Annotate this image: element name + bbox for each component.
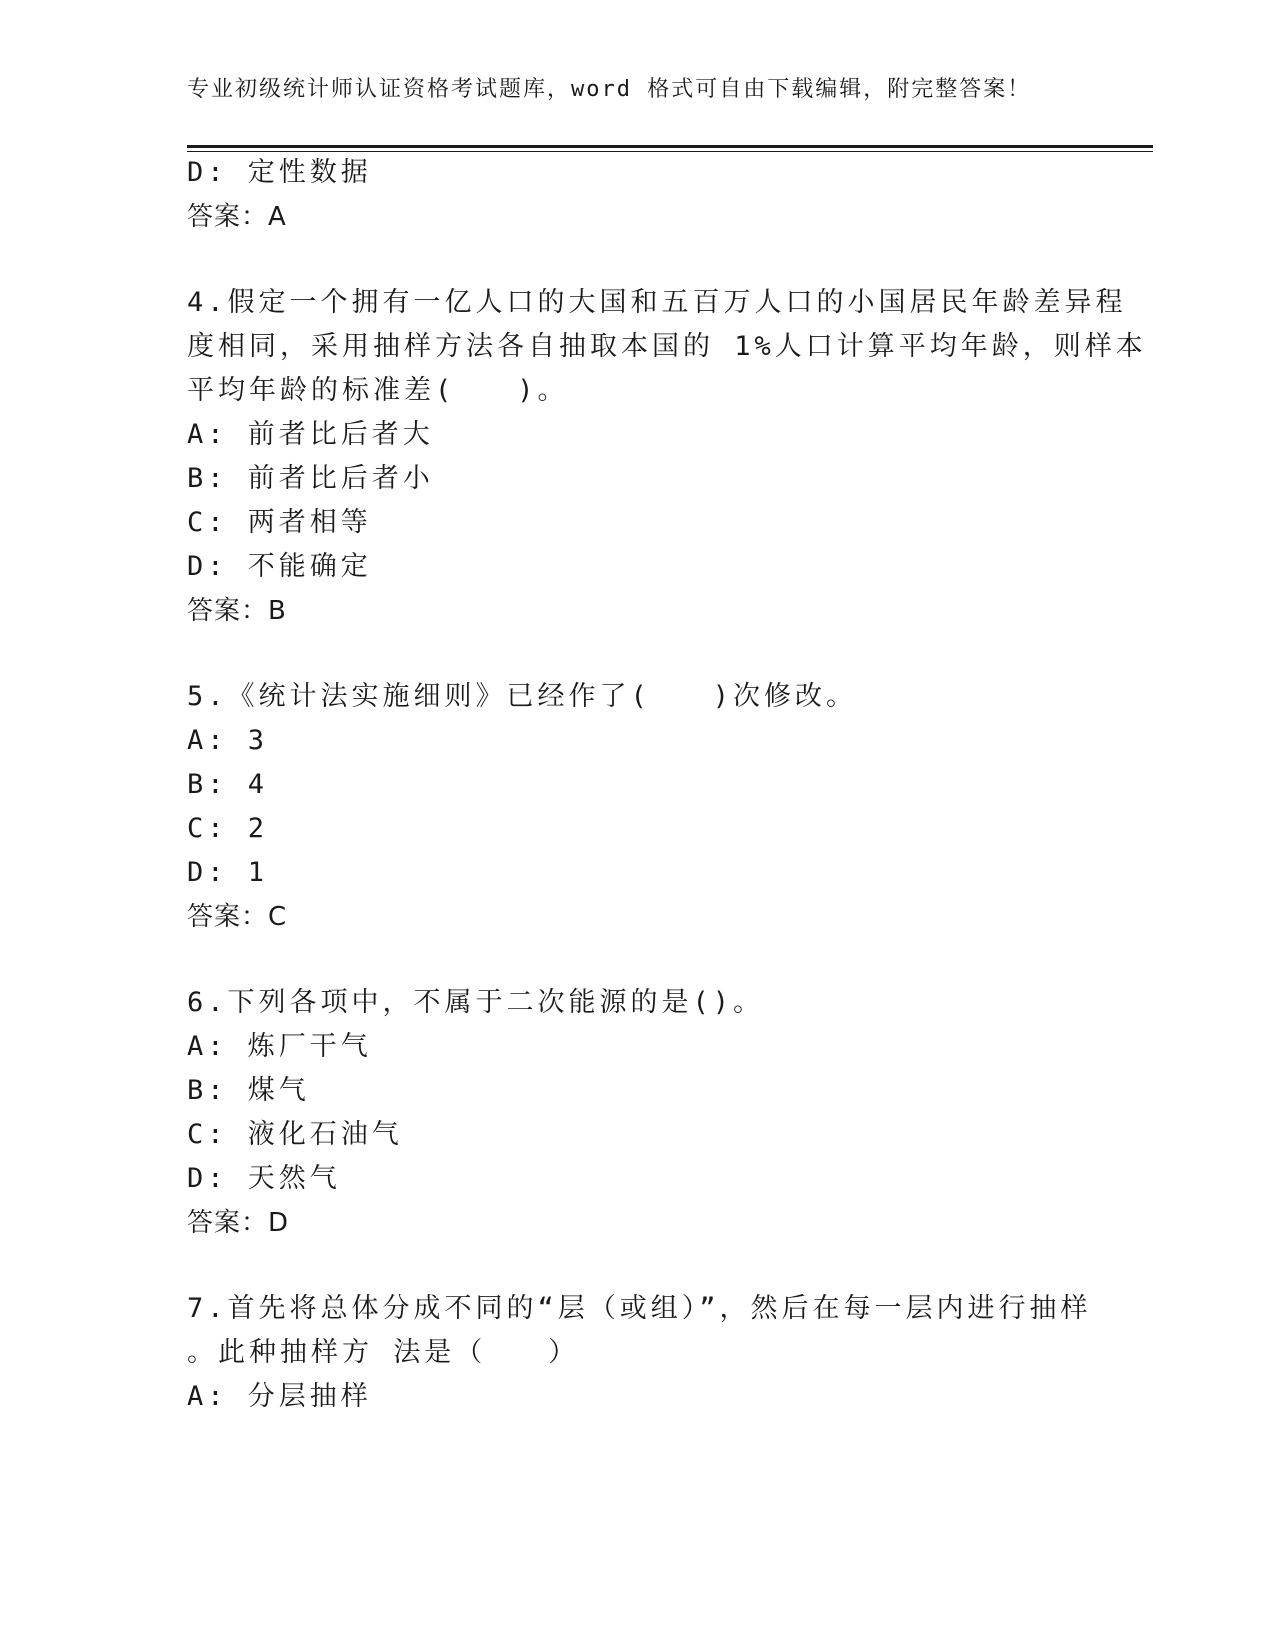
q4-option-b: B: 前者比后者小 xyxy=(187,463,434,494)
q6-option-c: C: 液化石油气 xyxy=(187,1119,403,1150)
q7-option-a: A: 分层抽样 xyxy=(187,1381,372,1412)
q7-text-line-1: 7.首先将总体分成不同的“层（或组）”，然后在每一层内进行抽样 xyxy=(187,1293,1092,1324)
q4-option-d: D: 不能确定 xyxy=(187,551,372,582)
q5-text-line-1: 5.《统计法实施细则》已经作了( )次修改。 xyxy=(187,681,858,712)
q5-option-b: B: 4 xyxy=(187,769,269,800)
q4-text-line-3: 平均年龄的标准差( )。 xyxy=(187,375,569,406)
q4-option-a: A: 前者比后者大 xyxy=(187,419,434,450)
q5-option-d: D: 1 xyxy=(187,857,269,888)
q4-answer: 答案：B xyxy=(187,596,287,626)
q5-option-a: A: 3 xyxy=(187,725,269,756)
q5-answer: 答案：C xyxy=(187,902,288,932)
prev-answer: 答案：A xyxy=(187,202,287,232)
q6-text-line-1: 6.下列各项中，不属于二次能源的是()。 xyxy=(187,987,765,1018)
page-header: 专业初级统计师认证资格考试题库，word 格式可自由下载编辑，附完整答案！ xyxy=(187,77,1032,102)
q4-text-line-2: 度相同，采用抽样方法各自抽取本国的 1%人口计算平均年龄，则样本 xyxy=(187,331,1147,362)
q5-option-c: C: 2 xyxy=(187,813,269,844)
q6-option-b: B: 煤气 xyxy=(187,1075,310,1106)
q4-text-line-1: 4.假定一个拥有一亿人口的大国和五百万人口的小国居民年龄差异程 xyxy=(187,287,1127,318)
q6-answer: 答案：D xyxy=(187,1208,290,1238)
q4-option-c: C: 两者相等 xyxy=(187,507,372,538)
header-rule-thin xyxy=(187,151,1153,152)
q7-text-line-2: 。此种抽样方 法是（ ） xyxy=(187,1337,580,1368)
header-rule-thick xyxy=(187,145,1153,148)
prev-option-d: D: 定性数据 xyxy=(187,157,372,188)
q6-option-a: A: 炼厂干气 xyxy=(187,1031,372,1062)
q6-option-d: D: 天然气 xyxy=(187,1163,341,1194)
